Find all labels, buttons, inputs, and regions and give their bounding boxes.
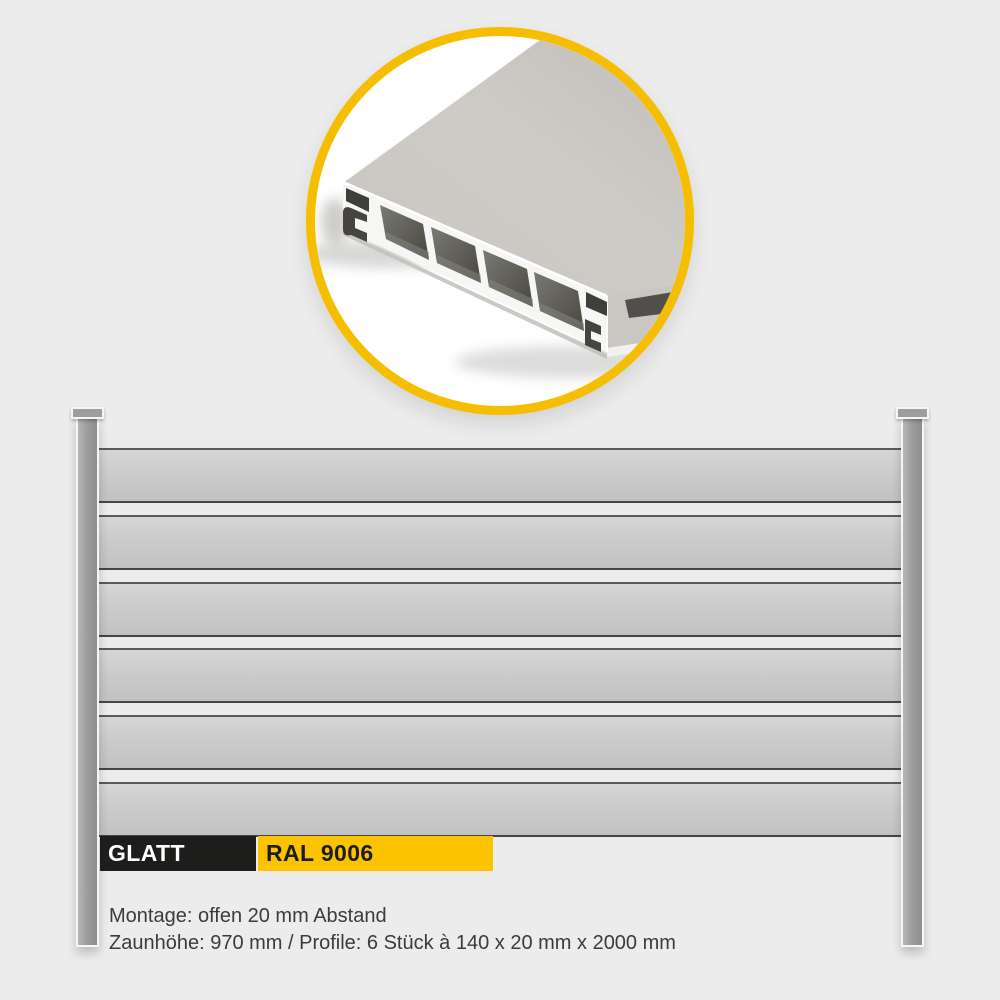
fence-plank	[98, 448, 902, 503]
fence-plank	[98, 715, 902, 770]
color-code-label: RAL 9006	[258, 836, 493, 871]
fence-plank	[98, 782, 902, 837]
fence-post-right	[901, 417, 924, 947]
fence-plank	[98, 515, 902, 570]
fence-post-cap-right	[896, 407, 929, 419]
fence-plank	[98, 582, 902, 637]
spec-line-zaunhoehe: Zaunhöhe: 970 mm / Profile: 6 Stück à 140 x 20 mm x 2000 mm	[109, 931, 676, 954]
specifications	[109, 903, 676, 956]
surface-label: GLATT	[100, 836, 256, 871]
fence-post-cap-left	[71, 407, 104, 419]
fence-post-left	[76, 417, 99, 947]
spec-line-montage: Montage: offen 20 mm Abstand	[109, 905, 387, 927]
fence-plank	[98, 648, 902, 703]
